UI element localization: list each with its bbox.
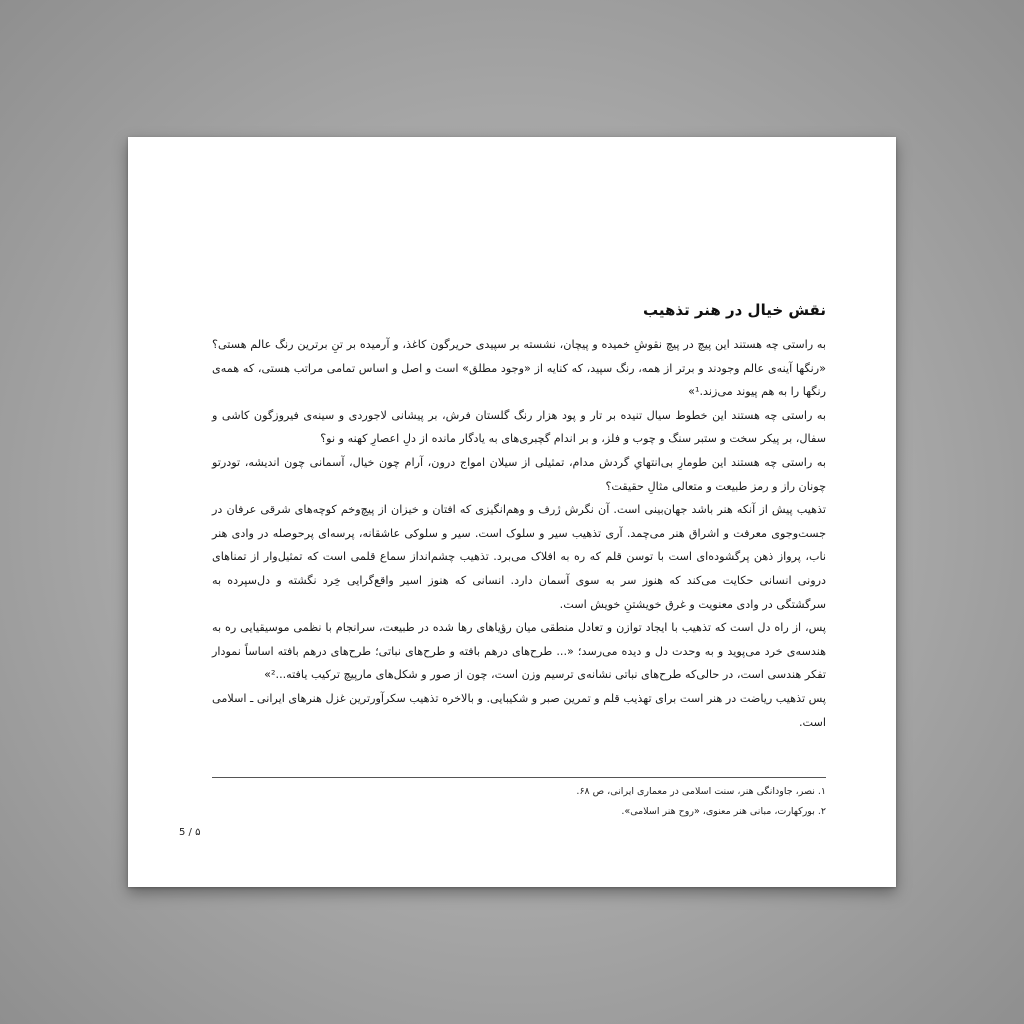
- footnote-1: ۱. نصر، جاودانگی هنر، سنت اسلامی در معماری ایرانی، ص ۶۸.: [576, 786, 826, 797]
- paragraph-5: پس، از راه دل است که تذهیب با ایجاد توازن و تعادل منطقی میان رؤیاهای رها شده در طبیعت، سرانجام با نظمی موسیقیایی ره به هندسه‌ی خرد می‌پوید و به وحدت دل و دیده می‌رسد؛ «... طرح‌های درهم بافته و طرح‌های نباتی؛ طرح‌های درهم بافته اساساً نمودار تفکر هندسی است، در حالی‌که طرح‌های نباتی نشانه‌ی ترسیم وزن است، چون از صور و شکل‌های مارپیچ ترکیب یافته...²»: [212, 621, 826, 682]
- footnotes: [212, 777, 826, 822]
- document-page: [128, 137, 896, 887]
- footnote-divider: [212, 777, 826, 778]
- paragraph-1: به راستی چه هستند این پیچ در پیچ نقوشِ خمیده و پیچان، نشسته بر سپیدی حریرگون کاغذ، و آرمیده بر تنِ برترین رنگ عالم هستی؟ «رنگها آینه‌ی عالم وجودند و برتر از همه، رنگ سپید، که کنایه از «وجود مطلق» است و اصل و اساس تمامی مراتب هستی، که همه‌ی رنگها را به هم پیوند می‌زند.¹»: [212, 338, 826, 399]
- paragraph-4: تذهیب پیش از آنکه هنر باشد جهان‌بینی است. آن نگرش ژرف و وهم‌انگیزی که افتان و خیزان از پیچ‌وخم کوچه‌های شرقی عرفان در جست‌وجوی معرفت و اشراق هنر می‌چمد. آری تذهیب سیر و سلوک است. سیر و سلوکی عاشقانه، پرسه‌ای پرحوصله در وادی هنر ناب، پرواز ذهن پرگشوده‌ای است با توسن قلم که ره به افلاک می‌برد. تذهیب چشم‌انداز سماع قلمی است که تمثیل‌وار از تمناهای درونی انسانی حکایت می‌کند که هنوز سر به سوی آسمان دارد. انسانی که هنوز اسیر واقع‌گرایی خِرد نگشته و دل‌سپرده به سرگشتگی در وادی معنویت و غرق خویشتنِ خویش است.: [212, 503, 826, 611]
- paragraph-2: به راستی چه هستند این خطوط سیال تنیده بر تار و پود هزار رنگ گلستان فرش، بر پیشانی لاجوردی و سینه‌ی فیروزگون کاشی و سفال، بر پیکر سخت و ستبر سنگ و چوب و فلز، و بر اندام گچبری‌های به یادگار مانده از دلِ اعصارِ کهنه و نو؟: [212, 408, 826, 446]
- page-title: نقش خیال در هنر تذهیب: [643, 301, 826, 319]
- page-content: [212, 301, 826, 734]
- page-number: 5 / ۵: [179, 827, 201, 838]
- paragraph-6: پس تذهیب ریاضت در هنر است برای تهذیب قلم و تمرین صبر و شکیبایی. و بالاخره تذهیب سکرآورترین غزل هنرهای ایرانی ـ اسلامی است.: [212, 691, 826, 729]
- footnote-2: ۲. بورکهارت، مبانی هنر معنوی، «روح هنر اسلامی».: [621, 806, 826, 817]
- paragraph-3: به راستی چه هستند این طومارِ بی‌انتهایِ گردش مدام، تمثیلی از سیلان امواج درون، آرام چون خیال، آسمانی چون اندیشه، تودرتو چونان راز و رمز طبیعت و متعالی مثالِ حقیقت؟: [212, 455, 826, 493]
